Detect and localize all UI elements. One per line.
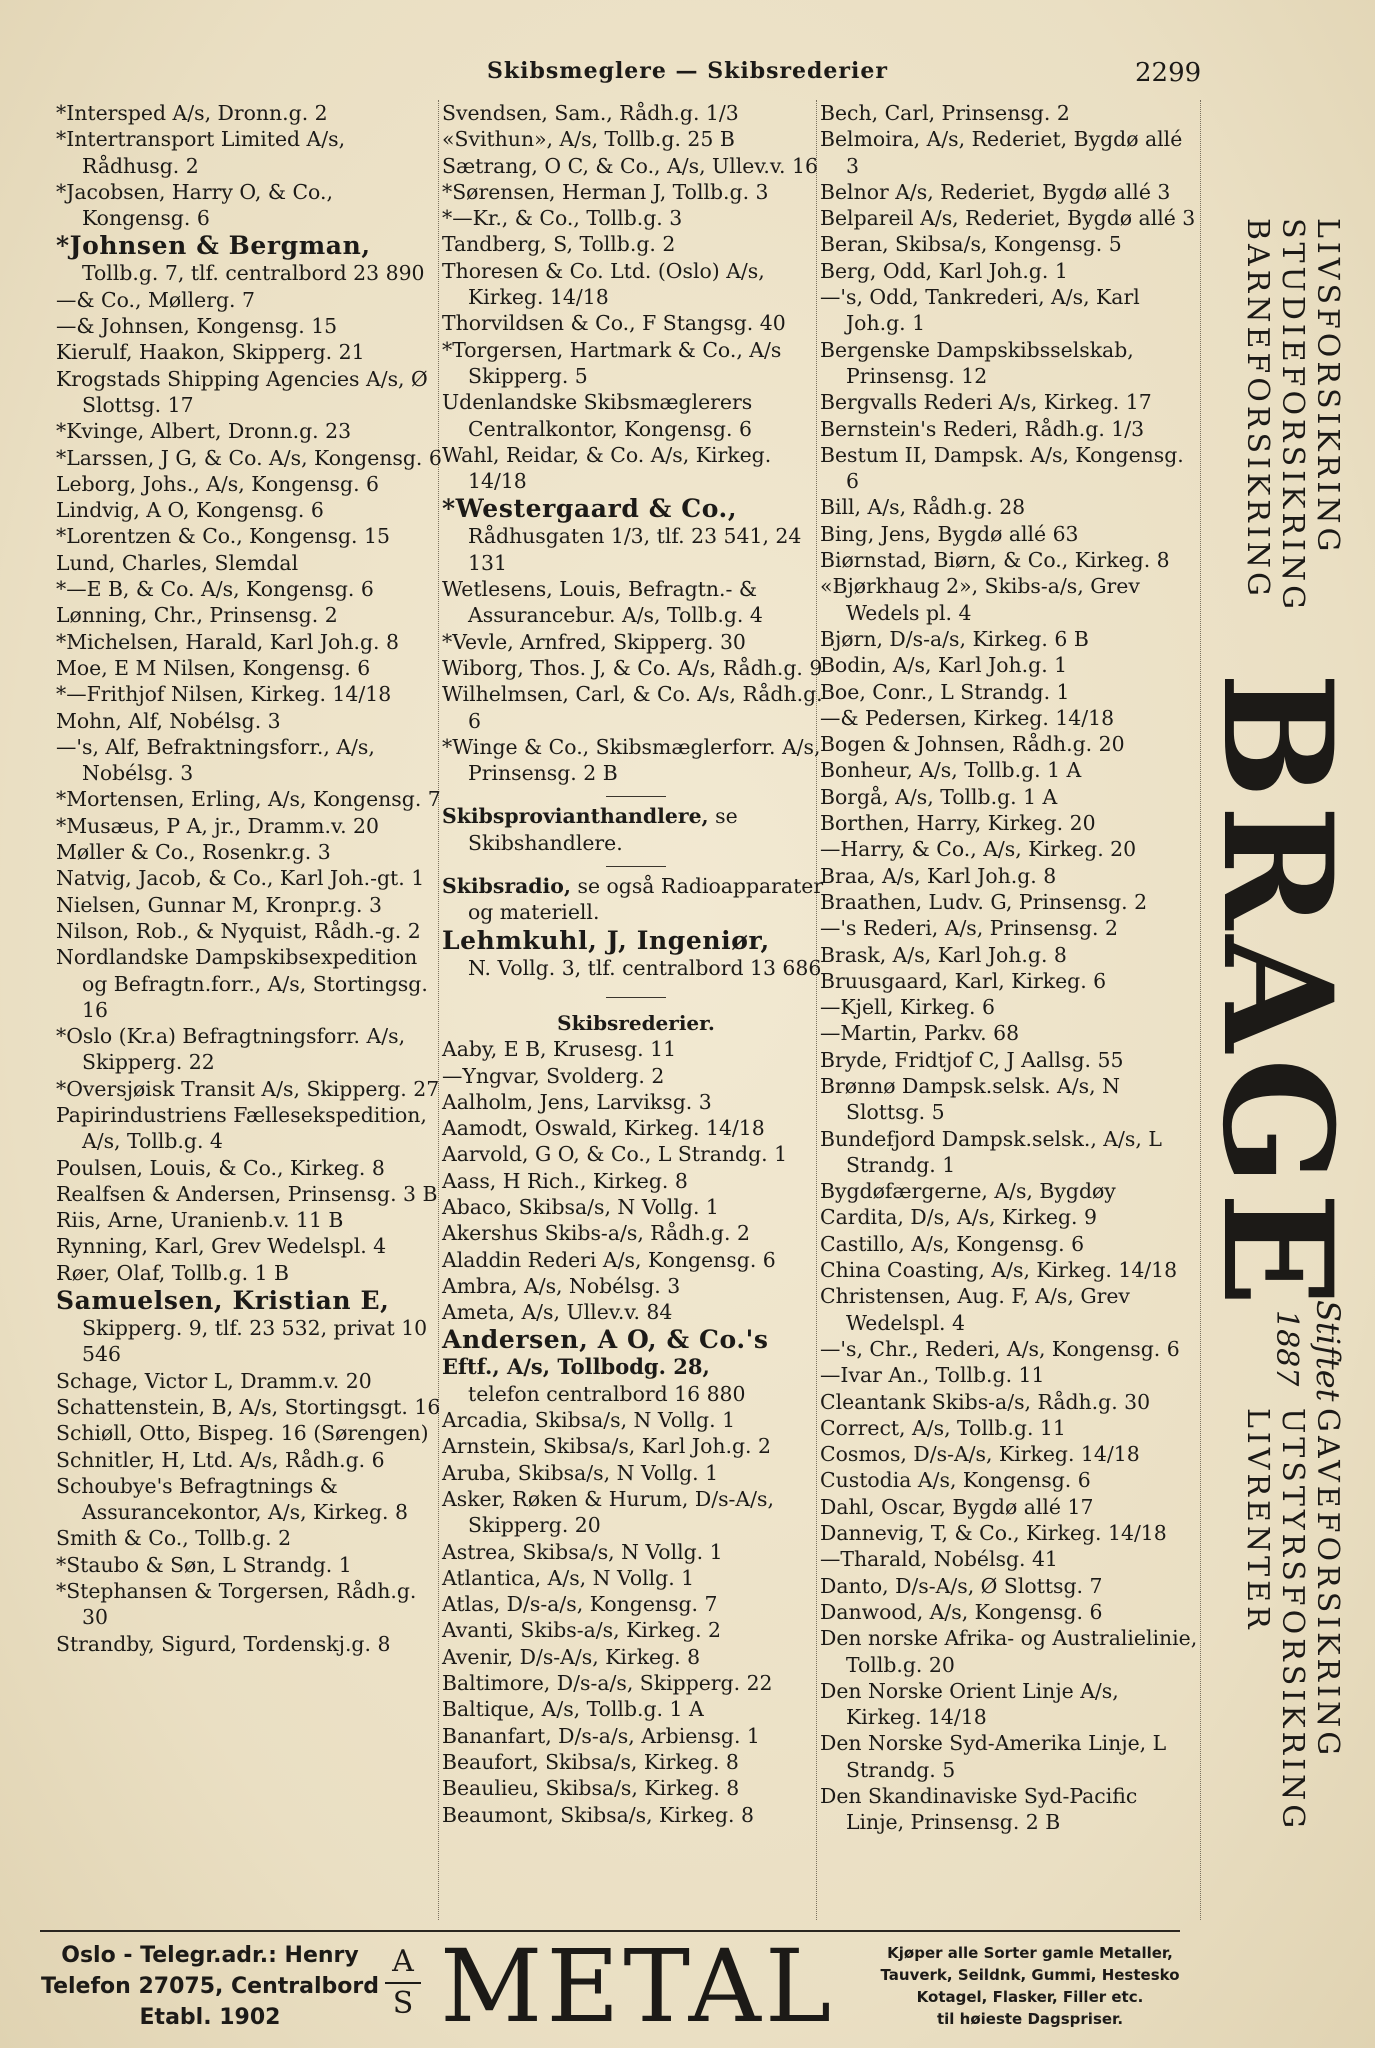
directory-entry: Belpareil A/s, Rederiet, Bygdø allé 3 bbox=[820, 206, 1196, 231]
directory-entry: Wetlesens, Louis, Befragtn.- & Assurancebur. A/s, Tollb.g. 4 bbox=[442, 577, 763, 628]
directory-entry: Lund, Charles, Slemdal bbox=[56, 550, 299, 575]
directory-entry: Bech, Carl, Prinsensg. 2 bbox=[820, 101, 1070, 125]
directory-entry: Riis, Arne, Uranienb.v. 11 B bbox=[56, 1208, 344, 1233]
ad-line-studieforsikring: STUDIEFORSIKRING bbox=[1275, 218, 1310, 614]
see-reference bbox=[442, 873, 830, 926]
directory-entry: «Svithun», A/s, Tollb.g. 25 B bbox=[442, 127, 735, 152]
directory-entry: Akershus Skibs-a/s, Rådh.g. 2 bbox=[442, 1221, 750, 1246]
directory-entry: Den Norske Orient Linje A/s, Kirkeg. 14/18 bbox=[820, 1678, 1119, 1730]
directory-entry: Den Norske Syd-Amerika Linje, L Strandg. 5 bbox=[820, 1731, 1167, 1782]
page-number: 2299 bbox=[1135, 58, 1202, 88]
directory-entry: Custodia A/s, Kongensg. 6 bbox=[820, 1468, 1091, 1493]
directory-entry: Wahl, Reidar, & Co. A/s, Kirkeg. 14/18 bbox=[442, 442, 772, 494]
directory-entry: Dahl, Oscar, Bygdø allé 17 bbox=[820, 1494, 1094, 1519]
directory-entry: Cosmos, D/s-A/s, Kirkeg. 14/18 bbox=[820, 1442, 1140, 1467]
directory-entry: Astrea, Skibsa/s, N Vollg. 1 bbox=[442, 1539, 723, 1564]
directory-entry: *Jacobsen, Harry O, & Co., Kongensg. 6 bbox=[56, 179, 333, 231]
directory-entry: Danto, D/s-A/s, Ø Slottsg. 7 bbox=[820, 1573, 1103, 1598]
directory-entry: *Kvinge, Albert, Dronn.g. 23 bbox=[56, 419, 352, 444]
directory-entry: Beran, Skibsa/s, Kongensg. 5 bbox=[820, 232, 1122, 257]
directory-entry: —Tharald, Nobélsg. 41 bbox=[820, 1547, 1058, 1572]
entry-bold: *Johnsen & Bergman, bbox=[56, 231, 371, 261]
directory-entry: *Larssen, J G, & Co. A/s, Kongensg. 6 bbox=[56, 445, 442, 470]
directory-entry: Aass, H Rich., Kirkeg. 8 bbox=[442, 1168, 688, 1193]
see-reference-text: se også Radioapparater og materiell. bbox=[468, 874, 824, 925]
ad-description-line: til høieste Dagspriser. bbox=[936, 2010, 1124, 2028]
ad-description-line: Kjøper alle Sorter gamle Metaller, bbox=[887, 1944, 1173, 1962]
directory-entry: Ambra, A/s, Nobélsg. 3 bbox=[442, 1273, 681, 1298]
directory-entry: Berg, Odd, Karl Joh.g. 1 bbox=[820, 258, 1068, 283]
directory-entry: Smith & Co., Tollb.g. 2 bbox=[56, 1526, 292, 1551]
directory-entry: Avanti, Skibs-a/s, Kirkeg. 2 bbox=[442, 1618, 722, 1643]
ad-contact-block bbox=[40, 1940, 380, 2033]
directory-entry: Aruba, Skibsa/s, N Vollg. 1 bbox=[442, 1460, 719, 1485]
ad-contact-line: Telefon 27075, Centralbord bbox=[41, 1974, 379, 1999]
ad-as-mark bbox=[385, 1942, 421, 2024]
directory-entry: *Vevle, Arnfred, Skipperg. 30 bbox=[442, 629, 746, 654]
directory-entry: —& Pedersen, Kirkeg. 14/18 bbox=[820, 705, 1115, 730]
directory-entry: Tandberg, S, Tollb.g. 2 bbox=[442, 232, 676, 257]
directory-entry: Bodin, A/s, Karl Joh.g. 1 bbox=[820, 653, 1068, 678]
directory-entry: —& Johnsen, Kongensg. 15 bbox=[56, 314, 338, 339]
directory-entry: *—Frithjof Nilsen, Kirkeg. 14/18 bbox=[56, 682, 392, 707]
directory-entry: Correct, A/s, Tollb.g. 11 bbox=[820, 1415, 1066, 1440]
directory-entry: Lindvig, A O, Kongensg. 6 bbox=[56, 498, 324, 523]
ad-founded-year: 1887 bbox=[1269, 1310, 1304, 1387]
ad-stiftet: Stiftet bbox=[1309, 1300, 1347, 1402]
directory-entry: Bonheur, A/s, Tollb.g. 1 A bbox=[820, 758, 1082, 783]
column-1 bbox=[56, 100, 444, 1657]
directory-entry: Schattenstein, B, A/s, Stortingsgt. 16 bbox=[56, 1394, 441, 1419]
directory-entry: —& Co., Møllerg. 7 bbox=[56, 287, 255, 312]
ad-line-livsforsikring: LIVSFORSIKRING bbox=[1310, 218, 1345, 556]
directory-entry: Boe, Conr., L Strandg. 1 bbox=[820, 679, 1070, 704]
ad-contact-line: Etabl. 1902 bbox=[139, 2005, 281, 2030]
directory-entry: Svendsen, Sam., Rådh.g. 1/3 bbox=[442, 101, 739, 125]
see-reference-heading: Skibsradio, bbox=[442, 874, 571, 899]
directory-entry: Den norske Afrika- og Australielinie, Tollb.g. 20 bbox=[820, 1626, 1198, 1677]
directory-entry: Moe, E M Nilsen, Kongensg. 6 bbox=[56, 655, 371, 680]
directory-entry: Braa, A/s, Karl Joh.g. 8 bbox=[820, 863, 1057, 888]
directory-entry: Atlantica, A/s, N Vollg. 1 bbox=[442, 1565, 695, 1590]
directory-entry: Strandby, Sigurd, Tordenskj.g. 8 bbox=[56, 1631, 391, 1656]
directory-entry: Bill, A/s, Rådh.g. 28 bbox=[820, 495, 1026, 520]
directory-entry: *Stephansen & Torgersen, Rådh.g. 30 bbox=[56, 1579, 417, 1630]
directory-entry: Thoresen & Co. Ltd. (Oslo) A/s, Kirkeg. 14/18 bbox=[442, 258, 765, 310]
section-rule bbox=[606, 997, 666, 998]
directory-entry: *Michelsen, Harald, Karl Joh.g. 8 bbox=[56, 629, 399, 654]
directory-entry: Realfsen & Andersen, Prinsensg. 3 B bbox=[56, 1181, 438, 1206]
directory-entry: *Staubo & Søn, L Strandg. 1 bbox=[56, 1552, 352, 1577]
directory-entry: *Sørensen, Herman J, Tollb.g. 3 bbox=[442, 179, 769, 204]
directory-entry: Brask, A/s, Karl Joh.g. 8 bbox=[820, 942, 1067, 967]
ad-line-gaveforsikring: GAVEFORSIKRING bbox=[1310, 1408, 1345, 1760]
directory-entry: Belnor A/s, Rederiet, Bygdø allé 3 bbox=[820, 179, 1171, 204]
directory-entry: Skipperg. 9, tlf. 23 532, privat 10 546 bbox=[82, 1316, 428, 1367]
directory-entry: *Mortensen, Erling, A/s, Kongensg. 7 bbox=[56, 787, 441, 812]
directory-entry: Atlas, D/s-a/s, Kongensg. 7 bbox=[442, 1592, 718, 1617]
directory-entry: Abaco, Skibsa/s, N Vollg. 1 bbox=[442, 1194, 719, 1219]
directory-entry: Avenir, D/s-A/s, Kirkeg. 8 bbox=[442, 1644, 701, 1669]
ad-description-line: Tauverk, Seildnk, Gummi, Hestesko bbox=[880, 1966, 1180, 1984]
directory-entry: Aarvold, G O, & Co., L Strandg. 1 bbox=[442, 1142, 788, 1167]
brand-logo-text: BRAGE bbox=[1189, 672, 1365, 1313]
page-header-title: Skibsmeglere — Skibsrederier bbox=[487, 58, 888, 84]
directory-entry: Baltimore, D/s-a/s, Skipperg. 22 bbox=[442, 1671, 773, 1696]
ad-as-bottom: S bbox=[385, 1982, 421, 2024]
directory-entry: Bernstein's Rederi, Rådh.g. 1/3 bbox=[820, 416, 1145, 441]
directory-entry: Bjørn, D/s-a/s, Kirkeg. 6 B bbox=[820, 626, 1089, 651]
entry-address: N. Vollg. 3, tlf. centralbord 13 686 bbox=[468, 955, 822, 980]
directory-entry: Bundefjord Dampsk.selsk., A/s, L Strandg. 1 bbox=[820, 1126, 1162, 1177]
section-heading: Skibsrederier. bbox=[557, 1010, 715, 1035]
directory-entry: Wiborg, Thos. J, & Co. A/s, Rådh.g. 9 bbox=[442, 655, 823, 680]
directory-entry: *Torgersen, Hartmark & Co., A/s Skipperg. 5 bbox=[442, 337, 782, 388]
directory-entry: Poulsen, Louis, & Co., Kirkeg. 8 bbox=[56, 1155, 385, 1180]
directory-entry: *Lorentzen & Co., Kongensg. 15 bbox=[56, 524, 390, 549]
directory-entry: Nielsen, Gunnar M, Kronpr.g. 3 bbox=[56, 892, 382, 917]
directory-entry: —Martin, Parkv. 68 bbox=[820, 1021, 1020, 1046]
directory-entry: *Winge & Co., Skibsmæglerforr. A/s, Prinsensg. 2 B bbox=[442, 734, 821, 786]
ad-line-utstyrsforsikring: UTSTYRSFORSIKRING bbox=[1275, 1408, 1310, 1833]
directory-entry: —'s, Alf, Befraktningsforr., A/s, Nobélsg. 3 bbox=[56, 734, 375, 786]
directory-entry: Bruusgaard, Karl, Kirkeg. 6 bbox=[820, 968, 1107, 993]
column-2-top-list bbox=[442, 100, 830, 786]
directory-entry: Papirindustriens Fællesekspedition, A/s, Tollb.g. 4 bbox=[56, 1102, 427, 1154]
ad-line-livrenter: LIVRENTER bbox=[1240, 1408, 1275, 1633]
directory-entry: Brønnø Dampsk.selsk. A/s, N Slottsg. 5 bbox=[820, 1073, 1120, 1125]
directory-entry: Danwood, A/s, Kongensg. 6 bbox=[820, 1599, 1103, 1624]
directory-entry: Cardita, D/s, A/s, Kirkeg. 9 bbox=[820, 1205, 1097, 1230]
directory-entry: Biørnstad, Biørn, & Co., Kirkeg. 8 bbox=[820, 548, 1170, 573]
ad-contact-line: Oslo - Telegr.adr.: Henry bbox=[61, 1943, 359, 1968]
directory-entry: *Intertransport Limited A/s, Rådhusg. 2 bbox=[56, 127, 346, 178]
directory-entry: Asker, Røken & Hurum, D/s-A/s, Skipperg. 20 bbox=[442, 1486, 774, 1538]
directory-entry: Bergenske Dampskibsselskab, Prinsensg. 12 bbox=[820, 337, 1134, 388]
column-3 bbox=[820, 100, 1200, 1836]
directory-entry: —'s Rederi, A/s, Prinsensg. 2 bbox=[820, 916, 1118, 941]
directory-entry: Leborg, Johs., A/s, Kongensg. 6 bbox=[56, 471, 380, 496]
directory-entry: «Bjørkhaug 2», Skibs-a/s, Grev Wedels pl. 4 bbox=[820, 574, 1140, 625]
see-reference-heading: Skibsprovianthandlere, bbox=[442, 804, 709, 829]
directory-entry: Beaulieu, Skibsa/s, Kirkeg. 8 bbox=[442, 1776, 740, 1801]
directory-entry: Borgå, A/s, Tollb.g. 1 A bbox=[820, 784, 1058, 809]
directory-entry: Baltique, A/s, Tollb.g. 1 A bbox=[442, 1697, 704, 1722]
directory-entry: Aladdin Rederi A/s, Kongensg. 6 bbox=[442, 1247, 776, 1272]
entry-bold: Andersen, A O, & Co.'s bbox=[442, 1325, 769, 1355]
directory-entry: Arcadia, Skibsa/s, N Vollg. 1 bbox=[442, 1408, 736, 1433]
column-2-bottom-list bbox=[442, 1036, 830, 1828]
directory-entry: Kierulf, Haakon, Skipperg. 21 bbox=[56, 340, 365, 365]
directory-entry: Schiøll, Otto, Bispeg. 16 (Sørengen) bbox=[56, 1421, 429, 1446]
ad-description-line: Kotagel, Flasker, Filler etc. bbox=[916, 1988, 1144, 2006]
directory-entry: Aalholm, Jens, Larviksg. 3 bbox=[442, 1089, 712, 1114]
see-reference-text: se Skibshandlere. bbox=[468, 804, 738, 855]
directory-entry: *—Kr., & Co., Tollb.g. 3 bbox=[442, 206, 683, 231]
directory-entry: Bygdøfærgerne, A/s, Bygdøy bbox=[820, 1179, 1116, 1204]
directory-entry: Beaufort, Skibsa/s, Kirkeg. 8 bbox=[442, 1749, 739, 1774]
entry-bold: Lehmkuhl, J, Ingeniør, bbox=[442, 925, 770, 955]
directory-entry: Aaby, E B, Krusesg. 11 bbox=[442, 1037, 677, 1062]
directory-entry: Tollb.g. 7, tlf. centralbord 23 890 bbox=[82, 261, 425, 286]
directory-entry: Sætrang, O C, & Co., A/s, Ullev.v. 16 bbox=[442, 153, 818, 178]
entry-bold: Samuelsen, Kristian E, bbox=[56, 1286, 390, 1316]
directory-entry: Christensen, Aug. F, A/s, Grev Wedelspl. 4 bbox=[820, 1284, 1130, 1335]
directory-entry: Lønning, Chr., Prinsensg. 2 bbox=[56, 603, 338, 628]
directory-entry: Wilhelmsen, Carl, & Co. A/s, Rådh.g. 6 bbox=[442, 682, 823, 733]
directory-entry: Schnitler, H, Ltd. A/s, Rådh.g. 6 bbox=[56, 1447, 385, 1472]
directory-entry: Arnstein, Skibsa/s, Karl Joh.g. 2 bbox=[442, 1434, 771, 1459]
directory-entry: Belmoira, A/s, Rederiet, Bygdø allé 3 bbox=[820, 127, 1183, 178]
directory-entry: Bryde, Fridtjof C, J Aallsg. 55 bbox=[820, 1047, 1124, 1072]
directory-entry: Dannevig, T, & Co., Kirkeg. 14/18 bbox=[820, 1521, 1167, 1546]
directory-entry: Mohn, Alf, Nobélsg. 3 bbox=[56, 708, 281, 733]
directory-entry: Bananfart, D/s-a/s, Arbiensg. 1 bbox=[442, 1723, 760, 1748]
directory-entry: Den Skandinaviske Syd-Pacific Linje, Prinsensg. 2 B bbox=[820, 1784, 1138, 1835]
directory-entry: Møller & Co., Rosenkr.g. 3 bbox=[56, 840, 331, 865]
directory-entry: Rådhusgaten 1/3, tlf. 23 541, 24 131 bbox=[468, 524, 802, 575]
directory-entry: *Oslo (Kr.a) Befragtningsforr. A/s, Skipperg. 22 bbox=[56, 1024, 406, 1075]
directory-entry: telefon centralbord 16 880 bbox=[468, 1381, 746, 1406]
directory-entry: —Ivar An., Tollb.g. 11 bbox=[820, 1363, 1045, 1388]
directory-entry: Beaumont, Skibsa/s, Kirkeg. 8 bbox=[442, 1802, 754, 1827]
metal-advertisement bbox=[40, 1928, 1180, 2045]
directory-entry: Bergvalls Rederi A/s, Kirkeg. 17 bbox=[820, 390, 1152, 415]
directory-entry: Borthen, Harry, Kirkeg. 20 bbox=[820, 811, 1096, 836]
column-2 bbox=[442, 100, 830, 1828]
directory-entry: *Musæus, P A, jr., Dramm.v. 20 bbox=[56, 813, 379, 838]
directory-entry: China Coasting, A/s, Kirkeg. 14/18 bbox=[820, 1258, 1178, 1283]
section-rule bbox=[606, 866, 666, 867]
directory-entry: Aamodt, Oswald, Kirkeg. 14/18 bbox=[442, 1116, 765, 1141]
brage-advertisement bbox=[1189, 100, 1375, 1920]
ad-description bbox=[870, 1942, 1190, 2030]
directory-entry: Krogstads Shipping Agencies A/s, Ø Slottsg. 17 bbox=[56, 366, 428, 417]
directory-entry: Bogen & Johnsen, Rådh.g. 20 bbox=[820, 732, 1125, 757]
directory-entry: *Intersped A/s, Dronn.g. 2 bbox=[56, 101, 328, 125]
directory-entry: Bestum II, Dampsk. A/s, Kongensg. 6 bbox=[820, 442, 1184, 494]
directory-entry: —Yngvar, Svolderg. 2 bbox=[442, 1063, 665, 1088]
directory-entry: —Kjell, Kirkeg. 6 bbox=[820, 995, 995, 1020]
directory-entry: Natvig, Jacob, & Co., Karl Joh.-gt. 1 bbox=[56, 866, 425, 891]
directory-entry: Eftf., A/s, Tollbodg. 28, bbox=[442, 1354, 710, 1380]
directory-entry: Rynning, Karl, Grev Wedelspl. 4 bbox=[56, 1234, 387, 1259]
directory-entry: Bing, Jens, Bygdø allé 63 bbox=[820, 521, 1079, 546]
directory-entry: *—E B, & Co. A/s, Kongensg. 6 bbox=[56, 577, 374, 602]
directory-entry: Castillo, A/s, Kongensg. 6 bbox=[820, 1231, 1085, 1256]
section-rule bbox=[606, 796, 666, 797]
directory-entry: Nilson, Rob., & Nyquist, Rådh.-g. 2 bbox=[56, 918, 421, 943]
directory-entry: Thorvildsen & Co., F Stangsg. 40 bbox=[442, 311, 786, 336]
see-reference bbox=[442, 803, 830, 856]
directory-entry: Braathen, Ludv. G, Prinsensg. 2 bbox=[820, 889, 1148, 914]
directory-entry: —'s, Chr., Rederi, A/s, Kongensg. 6 bbox=[820, 1336, 1180, 1361]
directory-entry: Nordlandske Dampskibsexpedition og Befragtn.forr., A/s, Stortingsg. 16 bbox=[56, 945, 428, 1022]
directory-entry: Schage, Victor L, Dramm.v. 20 bbox=[56, 1368, 372, 1393]
directory-entry: Ameta, A/s, Ullev.v. 84 bbox=[442, 1300, 673, 1325]
directory-entry: *Oversjøisk Transit A/s, Skipperg. 27 bbox=[56, 1076, 440, 1101]
entry-bold: *Westergaard & Co., bbox=[442, 494, 738, 524]
directory-entry: Schoubye's Befragtnings & Assurancekontor, A/s, Kirkeg. 8 bbox=[56, 1473, 408, 1525]
directory-entry: Røer, Olaf, Tollb.g. 1 B bbox=[56, 1260, 290, 1285]
directory-entry: —Harry, & Co., A/s, Kirkeg. 20 bbox=[820, 837, 1137, 862]
directory-entry: Cleantank Skibs-a/s, Rådh.g. 30 bbox=[820, 1389, 1151, 1414]
directory-entry: —'s, Odd, Tankrederi, A/s, Karl Joh.g. 1 bbox=[820, 285, 1140, 336]
ad-line-barneforsikring: BARNEFORSIKRING bbox=[1240, 218, 1275, 600]
ad-as-top: A bbox=[392, 1944, 414, 1979]
directory-entry: Udenlandske Skibsmæglerers Centralkontor, Kongensg. 6 bbox=[442, 390, 753, 441]
ad-metal-title: METAL bbox=[440, 1928, 836, 2045]
